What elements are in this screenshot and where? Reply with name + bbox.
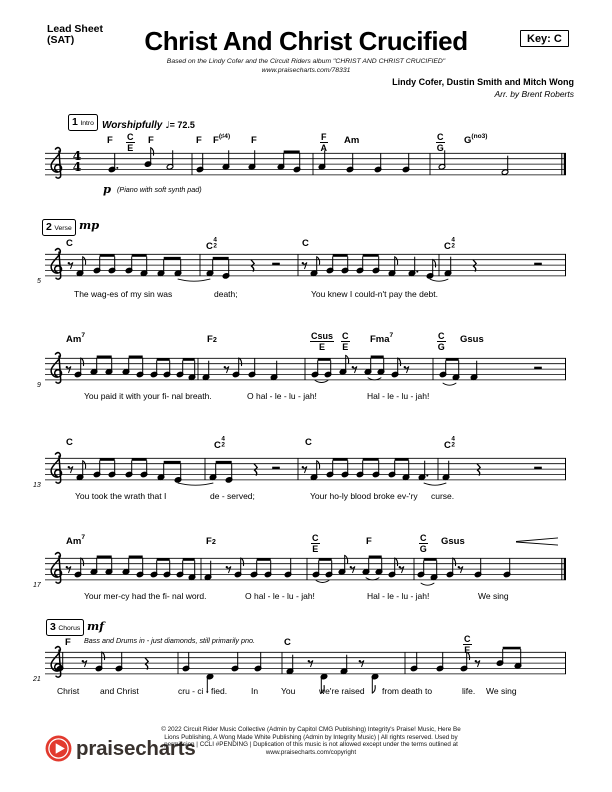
chord-symbol: $F^{(♯4)}$	[213, 132, 231, 146]
dynamic-marking: mp	[79, 218, 100, 232]
lyric-text: curse.	[431, 490, 455, 501]
lyric-text: death;	[214, 289, 238, 299]
chord-symbol: F	[107, 135, 113, 146]
lyric-text: from death to	[382, 686, 433, 696]
lyric-text: O hal - le - lu - jah!	[245, 590, 315, 601]
lyric-text: Hal - le - lu - jah!	[367, 391, 430, 401]
sheet-type-line2: (SAT)	[47, 34, 75, 46]
lyric-text: The wag-es of my sin was	[74, 289, 173, 299]
chord-symbol: Am$^7$	[66, 331, 85, 345]
chord-symbol: F A	[320, 131, 327, 153]
chord-symbol: F	[196, 135, 202, 146]
chord-symbol: C 4 2	[206, 236, 217, 253]
chord-symbol: F2	[207, 334, 217, 345]
copyright-text	[156, 726, 466, 756]
chord-symbol: C	[66, 238, 73, 249]
tempo-value: = 72.5	[169, 120, 195, 130]
copyright-line: www.praisecharts.com/copyright	[265, 748, 357, 756]
chord-symbol: C E	[312, 532, 319, 554]
chord-symbol: Csus E	[311, 330, 334, 352]
lyric-text: In	[251, 686, 259, 696]
time-signature: 4 4	[72, 148, 82, 174]
section-label: Verse	[54, 225, 72, 232]
chord-symbol: Am$^7$	[66, 533, 85, 547]
lyric-text: You knew I could-n't pay the debt.	[311, 289, 439, 299]
chord-symbol: C 4 2	[444, 236, 455, 253]
section-number: 2	[46, 221, 52, 233]
arranger-credit: Arr. by Brent Roberts	[494, 89, 574, 99]
lyric-text: You paid it with your fi- nal breath.	[84, 391, 212, 401]
lyric-text: You	[281, 686, 296, 696]
lyric-text: cru - ci - fied.	[178, 686, 228, 696]
album-subtitle: Based on the Lindy Cofer and the Circuit Riders album "CHRIST AND CHRIST CRUCIFIED"	[166, 58, 446, 65]
chord-symbol: C G	[437, 330, 445, 352]
measure-number: 17	[33, 582, 41, 589]
chord-symbol: C 4 2	[214, 435, 225, 452]
section-marker	[68, 114, 98, 131]
chord-symbol: F2	[206, 536, 216, 547]
lyric-text: de - served;	[210, 490, 255, 501]
chord-symbol: F	[148, 135, 154, 146]
chord-symbol: C E	[127, 131, 134, 153]
quarter-note-icon: ♩	[165, 120, 170, 131]
lyric-text: Your mer-cy had the fi- nal word.	[84, 590, 207, 601]
chord-symbol: C E	[464, 633, 471, 655]
section-number: 1	[72, 116, 78, 128]
tempo-word: Worshipfully	[102, 120, 166, 131]
chord-symbol: F	[251, 135, 257, 146]
chord-symbol: C	[302, 238, 309, 249]
copyright-line: © 2022 Circuit Rider Music Collective (Admin by Capitol CMG Publishing) Integrity's Praise! Music, Here Be	[161, 726, 461, 733]
measure-number: 13	[33, 482, 41, 489]
section-label: Chorus	[58, 625, 81, 632]
measure-number: 5	[37, 278, 41, 285]
lyric-text: life.	[462, 686, 476, 696]
chord-symbol: C	[66, 437, 73, 448]
copyright-line: Lions Publishing, A Wong Made White Publishing (Admin by Integrity Music) | All rights reserved. Used by	[164, 733, 458, 741]
copyright-line: permission | CCLI #PENDING | Duplication of this music is not allowed except under the terms outlined at	[164, 741, 458, 749]
section-number: 3	[50, 621, 56, 633]
song-url: www.praisecharts.com/78331	[261, 67, 351, 74]
lyric-text: Christ	[57, 686, 80, 696]
tempo-marking	[102, 115, 195, 133]
lyric-text: You took the wrath that I	[75, 490, 167, 501]
chord-symbol: C	[305, 437, 312, 448]
lyric-text: Hal - le - lu - jah!	[367, 590, 430, 601]
authors-credit: Lindy Cofer, Dustin Smith and Mitch Wong	[392, 77, 574, 87]
performance-note: (Piano with soft synth pad)	[117, 185, 202, 194]
logo-wordmark: praisecharts	[76, 736, 196, 760]
section-marker	[42, 219, 76, 236]
lyric-text: We sing	[478, 590, 509, 601]
chord-symbol: C G	[419, 532, 427, 554]
dynamic-marking: p	[103, 182, 112, 196]
key-signature-badge: Key: C	[520, 30, 569, 47]
lyric-text: Your ho-ly blood broke ev-'ry	[310, 490, 418, 501]
chord-symbol: $G^{(no3)}$	[464, 132, 488, 146]
dynamic-marking: mf	[87, 619, 105, 633]
chord-symbol: C	[284, 637, 291, 648]
play-button-icon	[44, 734, 73, 763]
chord-symbol: C E	[342, 330, 349, 352]
sheet-type-line1: Lead Sheet	[47, 23, 104, 35]
lyric-text: O hal - le - lu - jah!	[247, 391, 317, 401]
chord-symbol: C G	[436, 131, 444, 153]
chord-symbol: F	[366, 536, 372, 547]
lyric-text: and Christ	[100, 686, 139, 696]
lyric-text: we're raised	[319, 686, 365, 696]
chord-symbol: Am	[344, 135, 360, 146]
chord-symbol: Gsus	[460, 334, 484, 345]
section-label: Intro	[80, 120, 94, 127]
measure-number: 9	[37, 382, 41, 389]
lyric-text: We sing	[486, 686, 517, 696]
section-marker	[46, 619, 84, 636]
song-title: Christ And Christ Crucified	[144, 26, 468, 56]
chord-symbol: Gsus	[441, 536, 465, 547]
chord-symbol: Fma$^7$	[370, 331, 394, 345]
chord-symbol: C 4 2	[444, 435, 455, 452]
performance-note: Bass and Drums in - just diamonds, still primarily pno.	[84, 636, 255, 645]
measure-number: 21	[33, 676, 41, 683]
chord-symbol: F	[65, 637, 71, 648]
